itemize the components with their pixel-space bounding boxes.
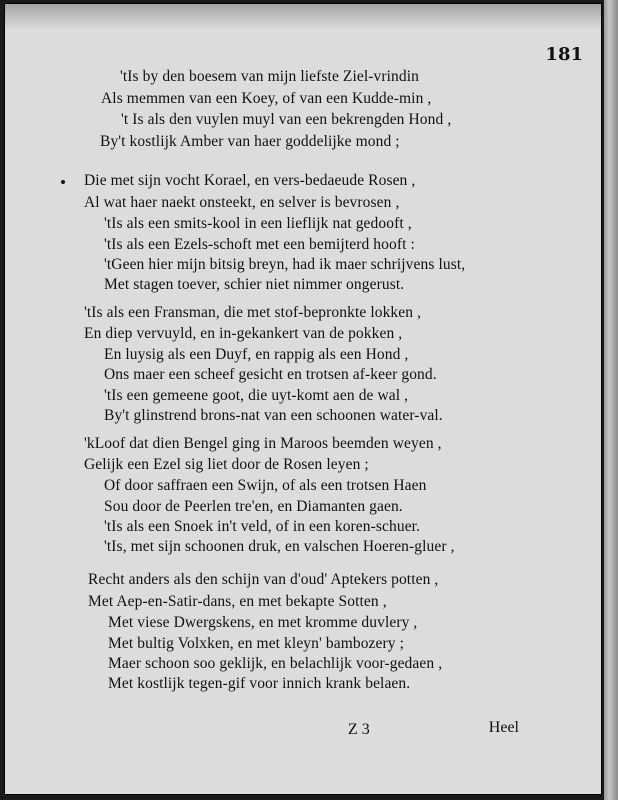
verse-line: 'tIs als een Ezels-schoft met een bemijterd hooft : xyxy=(104,236,415,253)
verse-line: 'tIs by den boesem van mijn liefste Ziel-vrindin xyxy=(120,68,420,85)
verse-line: Ons maer een scheef gesicht en trotsen af-keer gond. xyxy=(104,366,437,383)
verse-line: Met kostlijk tegen-gif voor innich krank belaen. xyxy=(108,675,411,692)
verse-line: Al wat haer naekt onsteekt, en selver is bevrosen , xyxy=(84,194,400,211)
verse-line: 'tIs als een Snoek in't veld, of in een koren-schuer. xyxy=(104,518,421,535)
verse-line: 'tGeen hier mijn bitsig breyn, had ik maer schrijvens lust, xyxy=(104,256,466,273)
verse-line: Met bultig Volxken, en met kleyn' bambozery ; xyxy=(108,635,405,652)
page-number: 181 xyxy=(545,44,583,65)
verse-line: Sou door de Peerlen tre'en, en Diamanten gaen. xyxy=(104,498,403,515)
verse-line: Of door saffraen een Swijn, of als een trotsen Haen xyxy=(104,477,427,494)
verse-line: Gelijk een Ezel sig liet door de Rosen leyen ; xyxy=(84,456,369,473)
book-page xyxy=(4,3,602,795)
verse-line: Die met sijn vocht Korael, en vers-bedaeude Rosen , xyxy=(84,172,416,189)
verse-line: 'tIs, met sijn schoonen druk, en valschen Hoeren-gluer , xyxy=(104,538,455,555)
catchword: Heel xyxy=(488,719,519,736)
book-edge xyxy=(604,0,618,800)
verse-line: 't Is als den vuylen muyl van een bekrengden Hond , xyxy=(121,111,452,128)
verse-line: Met viese Dwergskens, en met kromme duvlery , xyxy=(108,614,418,631)
verse-line: By't kostlijk Amber van haer goddelijke mond ; xyxy=(100,133,400,150)
margin-dot xyxy=(61,180,65,184)
page-shadow xyxy=(5,4,601,30)
verse-line: 'tIs een gemeene goot, die uyt-komt aen de wal , xyxy=(104,387,409,404)
verse-line: Als memmen van een Koey, of van een Kudde-min , xyxy=(101,90,432,107)
verse-line: Met Aep-en-Satir-dans, en met bekapte Sotten , xyxy=(88,593,387,610)
verse-line: 'tIs als een Fransman, die met stof-bepronkte lokken , xyxy=(84,304,422,321)
verse-line: En diep vervuyld, en in-gekankert van de pokken , xyxy=(84,325,403,342)
verse-line: Maer schoon soo geklijk, en belachlijk voor-gedaen , xyxy=(108,655,443,672)
verse-line: Recht anders als den schijn van d'oud' Aptekers potten , xyxy=(88,571,439,588)
verse-line: 'tIs als een smits-kool in een lieflijk nat gedooft , xyxy=(104,215,412,232)
verse-line: En luysig als een Duyf, en rappig als een Hond , xyxy=(104,346,409,363)
verse-line: Met stagen toever, schier niet nimmer ongerust. xyxy=(104,276,405,293)
signature-mark: Z 3 xyxy=(348,721,370,738)
verse-line: By't glinstrend brons-nat van een schoonen water-val. xyxy=(104,407,443,424)
verse-line: 'kLoof dat dien Bengel ging in Maroos beemden weyen , xyxy=(84,435,442,452)
